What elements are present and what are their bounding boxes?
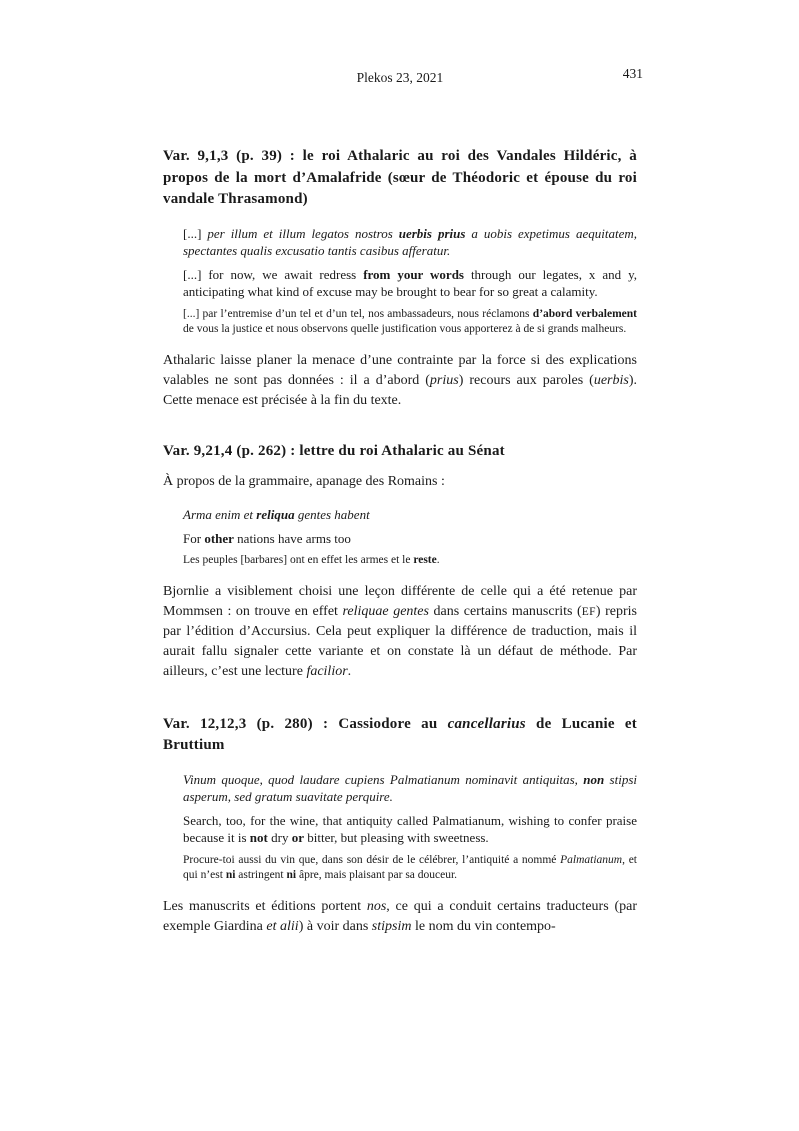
text-run: other — [204, 530, 234, 546]
text-run: Athalaric laisse planer la menace d’une contrainte par la force si des explications valables ne sont pas données : il a d’abord ( — [163, 352, 637, 388]
section-heading — [163, 441, 637, 463]
text-run: Var. 12,12,3 (p. 280) : Cassiodore au — [163, 715, 448, 732]
latin-quote — [183, 225, 637, 260]
text-run: a uobis expetimus aequitatem, spectantes qualis excusatio tantis casibus afferatur. — [183, 225, 637, 258]
french-translation — [183, 307, 637, 338]
text-run: ). Cette menace est précisée à la fin du texte. — [163, 372, 637, 408]
text-run: , et qui n’est — [183, 853, 637, 881]
text-run: [...] for now, we await redress — [183, 266, 364, 282]
text-run: [...] par l’entremise d’un tel et d’un tel, nos ambassadeurs, nous réclamons — [183, 307, 533, 320]
text-run: gentes habent — [294, 507, 370, 522]
text-run: nations have arms too — [233, 530, 351, 546]
english-translation — [183, 266, 637, 301]
latin-quote — [183, 506, 637, 524]
text-run: Bjornlie a visiblement choisi une leçon différente de celle qui a été retenue par Mommsen : on trouve en effet — [163, 583, 637, 619]
text-run: le nom du vin contempo- — [411, 918, 556, 934]
section-var-12-12-3 — [163, 714, 637, 937]
text-run: Les peuples [barbares] ont en effet les armes et le — [183, 554, 414, 566]
commentary-paragraph — [163, 897, 637, 937]
text-run: Arma enim et — [183, 507, 257, 522]
text-run: uerbis prius — [398, 225, 466, 241]
text-run: ni — [225, 869, 236, 881]
text-run: , ce qui a conduit certains traducteurs (par exemple Giardina — [163, 898, 637, 934]
text-run: ) repris par l’édition d’Accursius. Cela peut expliquer la différence de traduction, mais il aurait fallu signaler cette variante et on constate là un défaut de méthode. Par ailleurs, c’est une lecture — [163, 603, 638, 679]
section-heading — [163, 146, 637, 211]
french-translation — [183, 553, 637, 569]
text-run: not — [249, 830, 268, 845]
latin-quote — [183, 771, 637, 806]
text-run: dans certains manuscrits ( — [428, 603, 582, 619]
text-run: bitter, but pleasing with sweetness. — [303, 830, 489, 845]
text-run: et alii — [266, 918, 299, 934]
text-run: Les manuscrits et éditions portent — [163, 898, 367, 914]
text-run: Search, too, for the wine, that antiquity called Palmatianum, wishing to confer praise because it is — [183, 812, 637, 845]
commentary-paragraph — [163, 582, 637, 682]
intro-line — [163, 472, 637, 492]
section-var-9-21-4 — [163, 441, 637, 682]
text-run: stipsim — [371, 918, 412, 934]
commentary-paragraph — [163, 351, 637, 411]
text-run: ni — [286, 869, 297, 881]
text-run: cancellarius — [447, 715, 526, 732]
text-run: reliqua — [256, 507, 295, 522]
text-run: For — [183, 530, 205, 546]
section-var-9-1-3 — [163, 146, 637, 411]
text-run: Procure-toi aussi du vin que, dans son désir de le célébrer, l’antiquité a nommé — [183, 853, 561, 866]
page-number: 431 — [622, 66, 643, 81]
text-run: . — [436, 554, 440, 566]
text-run: stipsi asperum, sed gratum suavitate perquire. — [183, 771, 637, 804]
text-run: Var. 9,1,3 (p. 39) : le roi Athalaric au roi des Vandales Hildéric, à propos de la mort d’Amalafride (sœur de Théodoric et épouse du roi vandale Thrasamond) — [163, 148, 637, 207]
journal-title: Plekos 23, 2021 — [356, 70, 444, 85]
text-run: nos — [366, 898, 387, 914]
text-run: [...] — [183, 225, 208, 241]
text-run: À propos de la grammaire, apanage des Romains : — [163, 474, 445, 489]
text-run: Palmatianum — [560, 853, 623, 866]
section-heading — [163, 714, 637, 757]
text-run: d’abord verbalement — [532, 307, 637, 320]
text-run: prius — [429, 372, 459, 388]
text-run: de vous la justice et nous observons quelle justification vous apporterez à de si grands malheurs. — [183, 323, 627, 335]
french-translation — [183, 853, 637, 884]
text-run: reliquae gentes — [342, 603, 429, 619]
text-run: dry — [267, 830, 292, 845]
text-run: Vinum quoque, quod laudare cupiens Palmatianum nominavit antiquitas, — [183, 771, 584, 787]
text-run: facilior — [306, 663, 348, 679]
text-run: de Lucanie et Bruttium — [163, 715, 637, 753]
text-run: Var. 9,21,4 (p. 262) : lettre du roi Athalaric au Sénat — [163, 442, 505, 459]
running-header — [163, 0, 643, 86]
text-run: âpre, mais plaisant par sa douceur. — [296, 869, 458, 881]
english-translation — [183, 530, 637, 548]
text-run: . — [347, 663, 352, 679]
english-translation — [183, 812, 637, 847]
text-run: astringent — [235, 869, 287, 881]
text-run: non — [583, 771, 605, 787]
text-run: from your words — [363, 266, 464, 282]
text-run: uerbis — [593, 372, 629, 388]
text-run: through our legates, x and y, anticipating what kind of excuse may be brought to bear for so great a calamity. — [183, 266, 637, 299]
text-run: per illum et illum legatos nostros — [207, 225, 399, 241]
text-run: ) recours aux paroles ( — [458, 372, 594, 388]
text-run: or — [291, 830, 304, 845]
text-run: reste — [413, 554, 437, 566]
text-run: EF — [581, 605, 596, 618]
text-run: ) à voir dans — [298, 918, 372, 934]
page-content — [163, 0, 643, 937]
